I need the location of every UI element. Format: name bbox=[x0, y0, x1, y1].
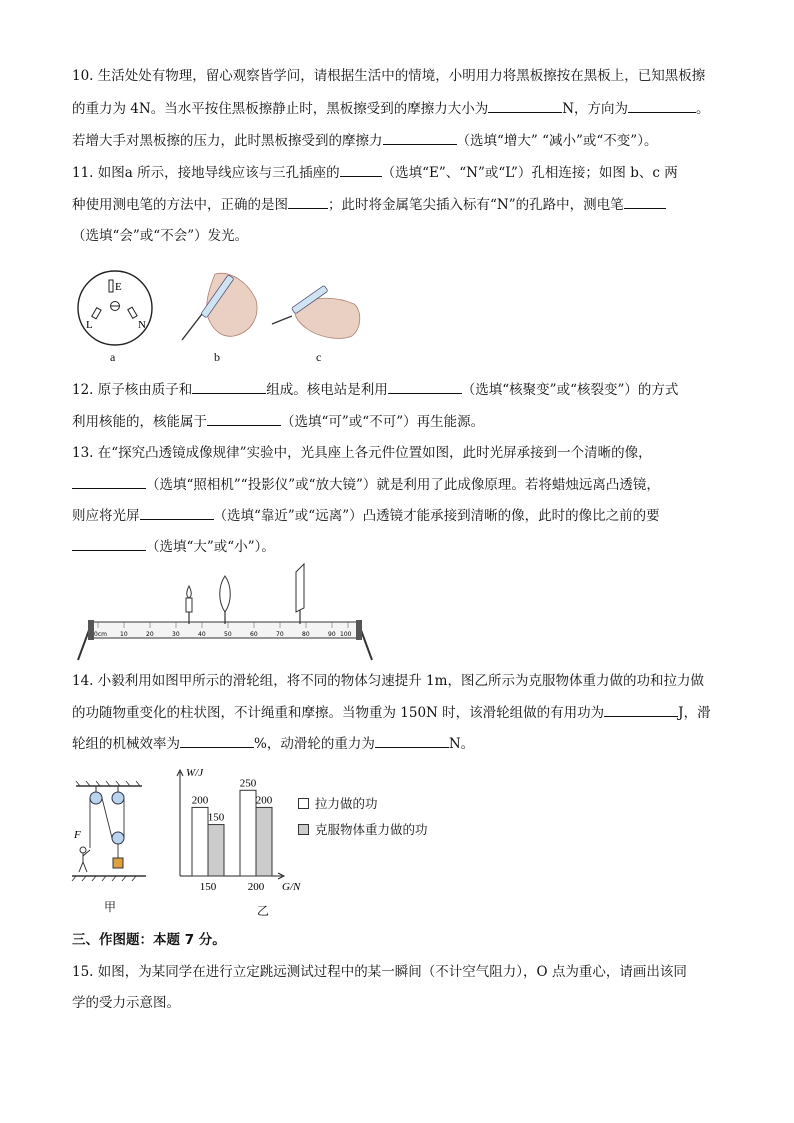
q10-text: 。 bbox=[696, 101, 710, 117]
ceiling-hatch bbox=[76, 781, 140, 786]
q13-line-4 bbox=[72, 538, 275, 555]
fixed-pulley-left bbox=[90, 792, 102, 804]
y-axis-label: W/J bbox=[186, 767, 204, 779]
caption-jia: 甲 bbox=[104, 900, 117, 914]
q10-blank-change[interactable] bbox=[383, 132, 457, 145]
bench-tick-label: 90 bbox=[328, 631, 336, 638]
optical-bench-figure bbox=[72, 562, 378, 664]
force-label-f: F bbox=[74, 829, 81, 841]
bench-tick-label: 20 bbox=[146, 631, 154, 638]
q14-line-2 bbox=[72, 704, 711, 721]
person-body bbox=[79, 850, 90, 872]
q14-line-3 bbox=[72, 735, 474, 752]
bench-tick-label: 0cm bbox=[94, 631, 107, 638]
q11-text: （选填“E”、“N”或“L”）孔相连接；如图 b、c 两 bbox=[381, 165, 678, 181]
bench-tick-label: 60 bbox=[250, 631, 258, 638]
q10-text: （选填“增大” “减小”或“不变”）。 bbox=[456, 133, 658, 149]
q12-text: （选填“核聚变”或“核裂变”）的方式 bbox=[461, 382, 679, 398]
q13-text: （选填“照相机”“投影仪”或“放大镜”）就是利用了此成像原理。若将蜡烛远离凸透镜， bbox=[146, 477, 660, 493]
q12-line-1 bbox=[72, 381, 678, 398]
bar-value-label: 150 bbox=[207, 811, 225, 824]
q11-line-1 bbox=[72, 164, 678, 181]
convex-lens bbox=[220, 576, 231, 624]
bench-tick-label: 30 bbox=[172, 631, 180, 638]
q12-text: （选填“可”或“不可”）再生能源。 bbox=[281, 414, 485, 430]
tester-tip-c bbox=[272, 316, 292, 324]
socket-hole-n bbox=[128, 307, 137, 318]
q11-blank-hole[interactable] bbox=[340, 164, 382, 177]
socket-hole-e bbox=[109, 280, 113, 292]
q15-line-2: 学的受力示意图。 bbox=[72, 995, 180, 1011]
q14-text: N。 bbox=[448, 736, 475, 752]
legend-swatch-white bbox=[298, 798, 309, 809]
q12-text: 组成。核电站是利用 bbox=[266, 382, 388, 398]
bench-tick-label: 80 bbox=[302, 631, 310, 638]
rope bbox=[102, 798, 112, 838]
legend-pull-work bbox=[298, 794, 378, 812]
caption-b: b bbox=[214, 350, 220, 364]
candle bbox=[186, 586, 192, 624]
socket-label-n: N bbox=[138, 319, 146, 331]
bench-tick-label: 10 bbox=[120, 631, 128, 638]
tester-figure-b bbox=[170, 266, 262, 346]
q13-line-2 bbox=[72, 476, 660, 493]
q13-text: （选填“靠近”或“远离”）凸透镜才能承接到清晰的像，此时的像比之前的要 bbox=[213, 508, 660, 524]
bar-value-label: 200 bbox=[255, 794, 273, 807]
bench-tick-label: 100 bbox=[340, 631, 352, 638]
bar-value-label: 200 bbox=[191, 794, 209, 807]
q14-text: 的功随物重变化的柱状图，不计绳重和摩擦。当物重为 150N 时，该滑轮组做的有用功为 bbox=[72, 705, 605, 721]
q11-text: ；此时将金属笔尖插入标有“N”的孔路中，测电笔 bbox=[328, 197, 624, 213]
q11-blank-correct[interactable] bbox=[288, 196, 328, 209]
q11-text: 11. 如图a 所示，接地导线应该与三孔插座的 bbox=[72, 165, 340, 181]
tester-tip-b bbox=[182, 314, 202, 340]
q12-blank-reaction[interactable] bbox=[388, 381, 462, 394]
person-head bbox=[80, 847, 86, 853]
q11-blank-glow[interactable] bbox=[624, 196, 666, 209]
q14-blank-efficiency[interactable] bbox=[180, 735, 254, 748]
q11-line-3: （选填“会”或“不会”）发光。 bbox=[72, 228, 249, 244]
movable-pulley bbox=[112, 832, 124, 844]
legend-swatch-gray bbox=[298, 824, 309, 835]
q14-text: 轮组的机械效率为 bbox=[72, 736, 180, 752]
q10-blank-direction[interactable] bbox=[628, 100, 696, 113]
q10-text: 的重力为 4N。当水平按住黑板擦静止时，黑板擦受到的摩擦力大小为 bbox=[72, 101, 489, 117]
q10-line-3 bbox=[72, 132, 657, 149]
light-screen bbox=[296, 564, 304, 624]
q14-text: %，动滑轮的重力为 bbox=[254, 736, 375, 752]
socket-hole-l bbox=[92, 308, 101, 319]
caption-a: a bbox=[110, 350, 116, 364]
q14-text: J，滑 bbox=[678, 705, 711, 721]
socket-figure bbox=[70, 268, 160, 348]
q12-line-2 bbox=[72, 413, 484, 430]
x-axis-label: G/N bbox=[282, 881, 301, 893]
x-tick-label: 200 bbox=[247, 881, 265, 893]
bench-end-right bbox=[356, 620, 362, 640]
caption-c: c bbox=[316, 350, 322, 364]
pulley-figure bbox=[70, 780, 150, 884]
socket-label-e: E bbox=[115, 281, 122, 293]
q10-text: 若增大手对黑板擦的压力，此时黑板擦受到的摩擦力 bbox=[72, 133, 383, 149]
legend-label: 拉力做的功 bbox=[315, 796, 378, 811]
caption-yi: 乙 bbox=[257, 904, 270, 918]
q13-blank-screen[interactable] bbox=[140, 507, 214, 520]
bench-tick-label: 40 bbox=[198, 631, 206, 638]
q10-line-2 bbox=[72, 100, 710, 117]
legend-gravity-work bbox=[298, 820, 428, 838]
fixed-pulley-right bbox=[112, 792, 124, 804]
q13-line-3 bbox=[72, 507, 660, 524]
bar-value-label: 250 bbox=[239, 777, 257, 790]
socket-label-l: L bbox=[86, 319, 93, 331]
q14-line-1: 14. 小毅利用如图甲所示的滑轮组，将不同的物体匀速提升 1m，图乙所示为克服物体重力做的功和拉力做 bbox=[72, 673, 704, 689]
q10-text: N，方向为 bbox=[562, 101, 629, 117]
bar-gravity-work-200 bbox=[256, 807, 272, 876]
q13-text: 则应将光屏 bbox=[72, 508, 140, 524]
tester-figure-c bbox=[266, 266, 366, 346]
load-block bbox=[113, 858, 123, 868]
q13-line-1: 13. 在“探究凸透镜成像规律”实验中，光具座上各元件位置如图，此时光屏承接到一个清晰的像， bbox=[72, 445, 652, 461]
q13-blank-device[interactable] bbox=[72, 476, 146, 489]
bar-pull-work-150 bbox=[192, 807, 208, 876]
q12-text: 利用核能的，核能属于 bbox=[72, 414, 207, 430]
bench-tick-label: 50 bbox=[224, 631, 232, 638]
q13-text: （选填“大”或“小”）。 bbox=[146, 539, 275, 555]
q10-line-1: 10. 生活处处有物理，留心观察皆学问，请根据生活中的情境，小明用力将黑板擦按在黑板上，已知黑板擦 bbox=[72, 68, 706, 84]
section-3-heading: 三、作图题：本题 7 分。 bbox=[72, 932, 226, 948]
q12-blank-neutron[interactable] bbox=[192, 381, 266, 394]
q11-text: 种使用测电笔的方法中，正确的是图 bbox=[72, 197, 288, 213]
q14-blank-pulley-weight[interactable] bbox=[375, 735, 449, 748]
q13-blank-size[interactable] bbox=[72, 538, 146, 551]
q14-blank-useful-work[interactable] bbox=[604, 704, 678, 717]
bar-pull-work-200 bbox=[240, 790, 256, 876]
x-tick-label: 150 bbox=[199, 881, 217, 893]
q10-blank-friction[interactable] bbox=[488, 100, 562, 113]
ground-hatch bbox=[72, 876, 136, 881]
q12-blank-renewable[interactable] bbox=[207, 413, 281, 426]
q11-line-2 bbox=[72, 196, 666, 213]
q15-line-1: 15. 如图，为某同学在进行立定跳远测试过程中的某一瞬间（不计空气阻力），O 点为重心，请画出该同 bbox=[72, 964, 687, 980]
legend-label: 克服物体重力做的功 bbox=[315, 822, 428, 837]
bench-tick-label: 70 bbox=[276, 631, 284, 638]
bar-gravity-work-150 bbox=[208, 825, 224, 876]
work-bar-chart bbox=[168, 760, 318, 900]
q12-text: 12. 原子核由质子和 bbox=[72, 382, 193, 398]
